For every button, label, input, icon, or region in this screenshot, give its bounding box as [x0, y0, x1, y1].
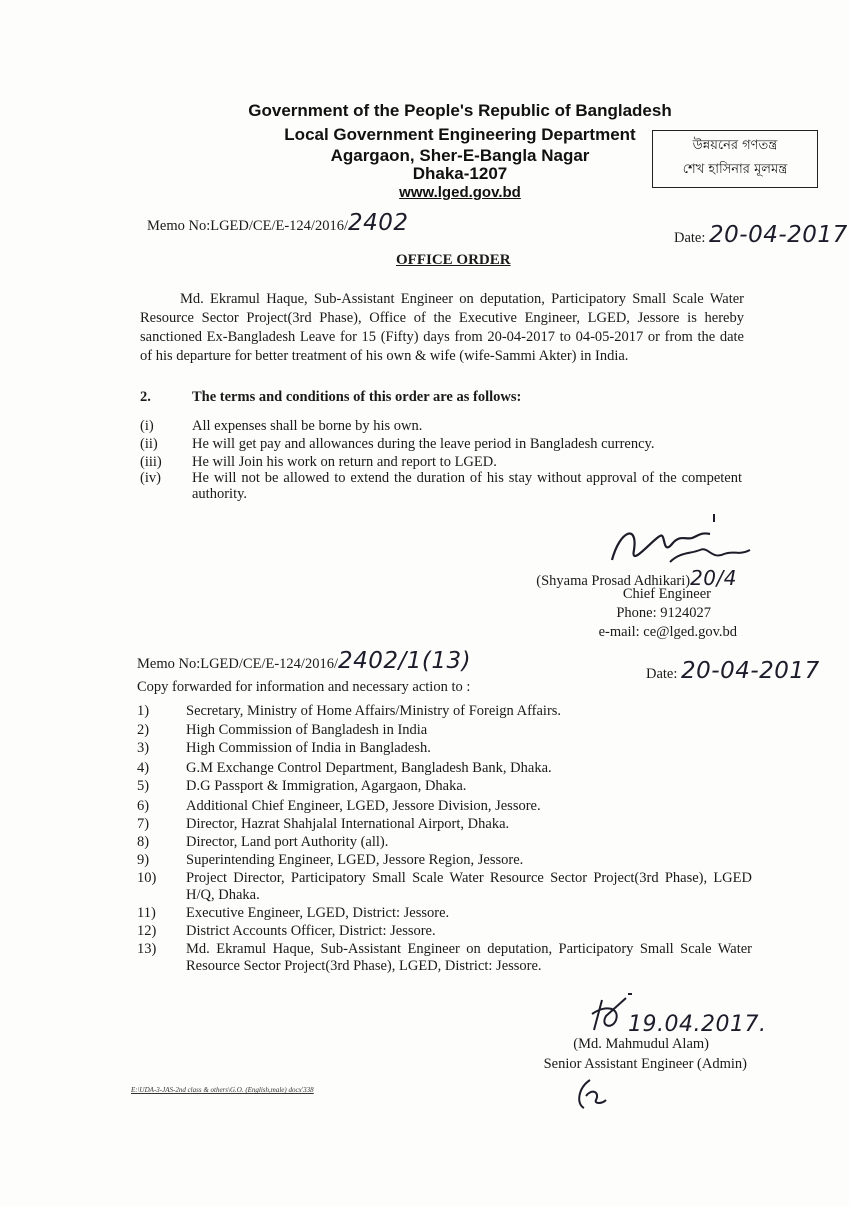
office-order-title: OFFICE ORDER [396, 252, 511, 268]
list-item-number: 7) [137, 816, 150, 832]
list-item-text: Director, Hazrat Shahjalal International Airport, Dhaka. [186, 816, 510, 832]
list-item [0, 798, 849, 816]
list-item-text: Executive Engineer, LGED, District: Jessore. [186, 905, 450, 921]
signatory1-name: (Shyama Prosad Adhikari) [536, 573, 691, 589]
list-item-number: 9) [137, 852, 150, 868]
list-item [0, 870, 849, 906]
list-item [0, 778, 849, 796]
signatory1-phone: Phone: 9124027 [616, 605, 711, 621]
memo1-number: 2402 [347, 210, 409, 236]
list-item-number: 10) [137, 870, 157, 886]
condition-text: He will not be allowed to extend the duration of his stay without approval of the competent authority. [192, 470, 742, 502]
signatory2-designation: Senior Assistant Engineer (Admin) [543, 1056, 747, 1072]
terms-section-number: 2. [140, 389, 151, 405]
memo2-prefix: Memo No:LGED/CE/E-124/2016/ [137, 656, 338, 672]
slogan-line-2: শেখ হাসিনার মূলমন্ত্র [682, 162, 788, 177]
list-item-text: Md. Ekramul Haque, Sub-Assistant Engineer on deputation, Participatory Small Scale Water Resource Sector Project(3rd Phase), LGED, District: Jessore. [186, 941, 752, 974]
list-item [0, 816, 849, 834]
condition-item [0, 470, 849, 510]
memo2-date-label: Date: [646, 666, 678, 682]
initials-mark-icon [572, 1074, 612, 1114]
list-item-text: District Accounts Officer, District: Jessore. [186, 923, 436, 939]
memo2-intro: Copy forwarded for information and necessary action to : [137, 679, 471, 695]
list-item-number: 3) [137, 740, 150, 756]
signatory1-sign-date: 20/4 [690, 566, 737, 590]
list-item [0, 740, 849, 758]
list-item [0, 703, 849, 721]
condition-number: (iv) [140, 470, 161, 486]
letterhead-website: www.lged.gov.bd [399, 184, 521, 201]
list-item [0, 834, 849, 852]
list-item-text: G.M Exchange Control Department, Bangladesh Bank, Dhaka. [186, 760, 552, 776]
list-item-number: 2) [137, 722, 150, 738]
memo1-prefix: Memo No:LGED/CE/E-124/2016/ [147, 218, 348, 234]
letterhead-address: Agargaon, Sher-E-Bangla Nagar [330, 146, 590, 165]
list-item [0, 905, 849, 923]
list-item-text: High Commission of Bangladesh in India [186, 722, 428, 738]
list-item-text: High Commission of India in Bangladesh. [186, 740, 431, 756]
footer-file-path: E:\UDA-3-JAS-2nd class & others\G.O. (English,male) docx'338 [131, 1086, 314, 1094]
condition-text: All expenses shall be borne by his own. [192, 418, 423, 434]
list-item-text: D.G Passport & Immigration, Agargaon, Dhaka. [186, 778, 467, 794]
terms-section-heading: The terms and conditions of this order are as follows: [192, 389, 522, 405]
list-item-number: 4) [137, 760, 150, 776]
list-item [0, 722, 849, 740]
condition-number: (ii) [140, 436, 158, 452]
list-item-number: 1) [137, 703, 150, 719]
list-item-text: Project Director, Participatory Small Scale Water Resource Sector Project(3rd Phase), LGED H/Q, Dhaka. [186, 870, 752, 903]
office-order-body: Md. Ekramul Haque, Sub-Assistant Engineer on deputation, Participatory Small Scale Water Resource Sector Project(3rd Phase), Office of the Executive Engineer, LGED, Jessore is hereby sanctioned Ex-Bangladesh Leave for 15 (Fifty) days from 20-04-2017 to 04-05-2017 or from the date of his departure for better treatment of his own & wife (wife-Sammi Akter) in India. [140, 291, 744, 364]
memo2-line [137, 648, 471, 674]
condition-number: (i) [140, 418, 154, 434]
signatory2-sign-date: 19.04.2017. [628, 1012, 767, 1037]
list-item-number: 8) [137, 834, 150, 850]
letterhead-government: Government of the People's Republic of Bangladesh [248, 101, 672, 120]
memo1-date-value: 20-04-2017 [709, 222, 848, 248]
slogan-line-1: উন্নয়নের গণতন্ত্র [692, 138, 778, 153]
list-item-number: 6) [137, 798, 150, 814]
memo1-date [674, 222, 848, 248]
letterhead-city: Dhaka-1207 [412, 164, 508, 183]
memo1-date-label: Date: [674, 230, 706, 246]
memo2-number: 2402/1(13) [337, 648, 472, 674]
list-item-number: 13) [137, 941, 157, 957]
memo2-date-value: 20-04-2017 [681, 658, 820, 684]
list-item [0, 852, 849, 870]
list-item-number: 11) [137, 905, 156, 921]
list-item-text: Superintending Engineer, LGED, Jessore Region, Jessore. [186, 852, 524, 868]
condition-text: He will get pay and allowances during the leave period in Bangladesh currency. [192, 436, 655, 452]
list-item [0, 941, 849, 977]
condition-item [0, 418, 849, 438]
signatory1-designation: Chief Engineer [622, 586, 711, 602]
list-item-text: Additional Chief Engineer, LGED, Jessore Division, Jessore. [186, 798, 541, 814]
condition-number: (iii) [140, 454, 162, 470]
list-item-text: Secretary, Ministry of Home Affairs/Ministry of Foreign Affairs. [186, 703, 562, 719]
list-item [0, 760, 849, 778]
memo2-date [646, 658, 820, 684]
list-item-number: 12) [137, 923, 157, 939]
list-item-number: 5) [137, 778, 150, 794]
letterhead-department: Local Government Engineering Department [284, 125, 636, 144]
signatory1-email: e-mail: ce@lged.gov.bd [598, 624, 737, 640]
signatory2-name: (Md. Mahmudul Alam) [573, 1036, 709, 1052]
condition-text: He will Join his work on return and report to LGED. [192, 454, 497, 470]
list-item [0, 923, 849, 941]
terms-heading [140, 389, 521, 406]
condition-item [0, 436, 849, 456]
list-item-text: Director, Land port Authority (all). [186, 834, 389, 850]
memo1-line [147, 210, 409, 236]
slogan-box [652, 130, 818, 188]
